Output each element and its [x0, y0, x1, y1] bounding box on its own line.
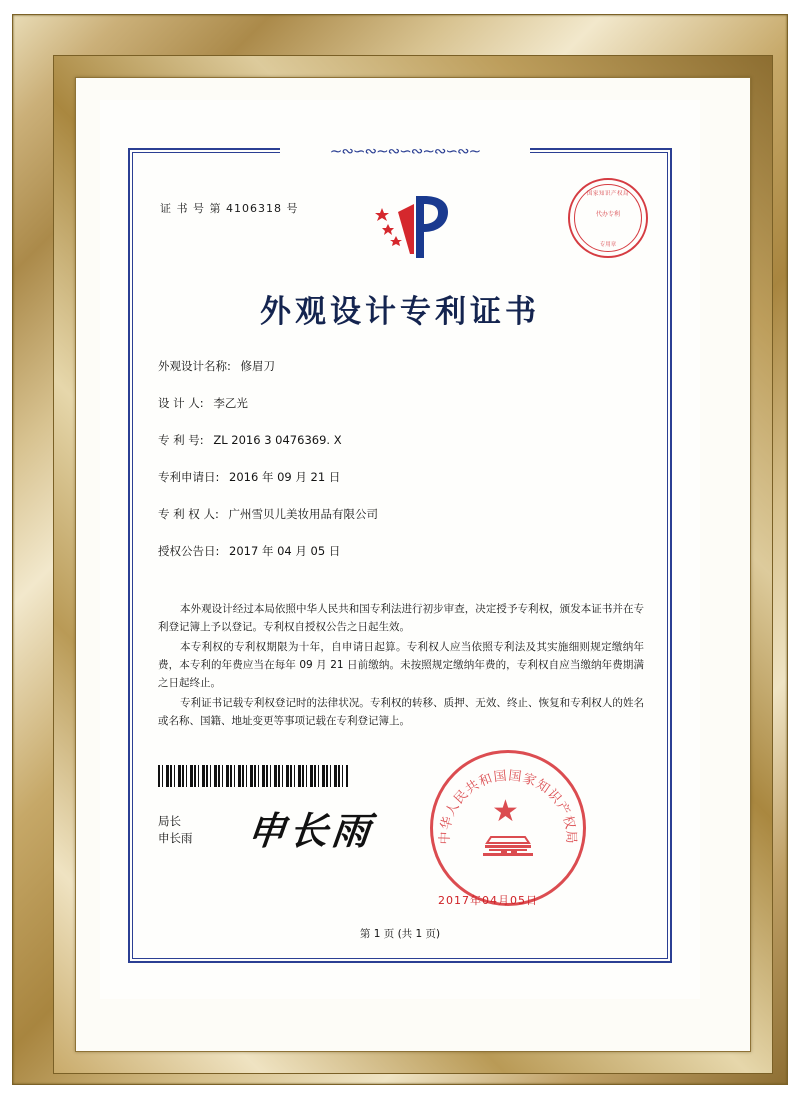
- seal-top-line1: 国家知识产权局: [586, 191, 629, 197]
- seal-top-line2: 专用章: [599, 242, 617, 248]
- field-value: 2016 年 09 月 21 日: [229, 470, 341, 484]
- field-value: 广州雪贝儿美妆用品有限公司: [228, 507, 378, 521]
- field-patent-number: [158, 432, 638, 448]
- field-patentee: [158, 506, 638, 522]
- field-label: 授权公告日:: [158, 544, 220, 558]
- seal-top-line3: 代办专利: [595, 211, 620, 218]
- handwritten-signature: 申长雨: [245, 808, 377, 853]
- field-value: 李乙光: [213, 396, 248, 410]
- field-value: 修眉刀: [240, 359, 276, 373]
- certificate-number: 证 书 号 第 4106318 号: [160, 202, 299, 215]
- field-label: 专 利 权 人:: [158, 507, 219, 521]
- barcode: [158, 765, 348, 787]
- field-application-date: [158, 469, 638, 485]
- field-value: ZL 2016 3 0476369. X: [213, 433, 342, 447]
- field-grant-announcement-date: [158, 543, 638, 559]
- patent-certificate-document: [100, 100, 700, 999]
- body-paragraph-2: 本专利权的专利权期限为十年，自申请日起算。专利权人应当依照专利法及其实施细则规定缴纳年费，本专利的年费应当在每年 09 月 21 日前缴纳。未按照规定缴纳年费的，专利权自应当缴纳年费期满之日起终止。: [158, 641, 644, 689]
- svg-text:中华人民共和国国家知识产权局: 中华人民共和国国家知识产权局: [437, 768, 579, 845]
- seal-date: 2017年04月05日: [438, 894, 538, 907]
- body-paragraph-3: 专利证书记载专利权登记时的法律状况。专利权的转移、质押、无效、终止、恢复和专利权人的姓名或名称、国籍、地址变更等事项记载在专利登记簿上。: [158, 697, 644, 727]
- certificate-body-text: [158, 600, 644, 732]
- agency-red-seal-icon: [568, 178, 648, 258]
- field-label: 设 计 人:: [158, 396, 204, 410]
- top-ornament-flourish: ∼∾∽∾∼∾∽∾∼∾∽∾∼: [280, 138, 530, 164]
- document-title: 外观设计专利证书: [260, 294, 540, 330]
- cnipa-logo-icon: [372, 192, 452, 264]
- field-label: 专利申请日:: [158, 470, 220, 484]
- field-label: 外观设计名称:: [158, 359, 231, 373]
- signature-labels: [158, 813, 193, 847]
- tiananmen-gate-icon: [481, 831, 535, 857]
- field-design-name: [158, 358, 638, 374]
- five-point-star-icon: ★: [492, 794, 519, 829]
- field-label: 专 利 号:: [158, 433, 204, 447]
- page-footer: 第 1 页 (共 1 页): [359, 928, 441, 940]
- certificate-field-list: [158, 358, 638, 580]
- body-paragraph-1: 本外观设计经过本局依照中华人民共和国专利法进行初步审查，决定授予专利权，颁发本证书并在专利登记簿上予以登记。专利权自授权公告之日起生效。: [158, 603, 644, 633]
- signature-name-label: 申长雨: [158, 831, 193, 845]
- field-designer: [158, 395, 638, 411]
- signature-role-label: 局长: [158, 814, 181, 828]
- national-red-seal-icon: [430, 750, 586, 906]
- field-value: 2017 年 04 月 05 日: [229, 544, 341, 558]
